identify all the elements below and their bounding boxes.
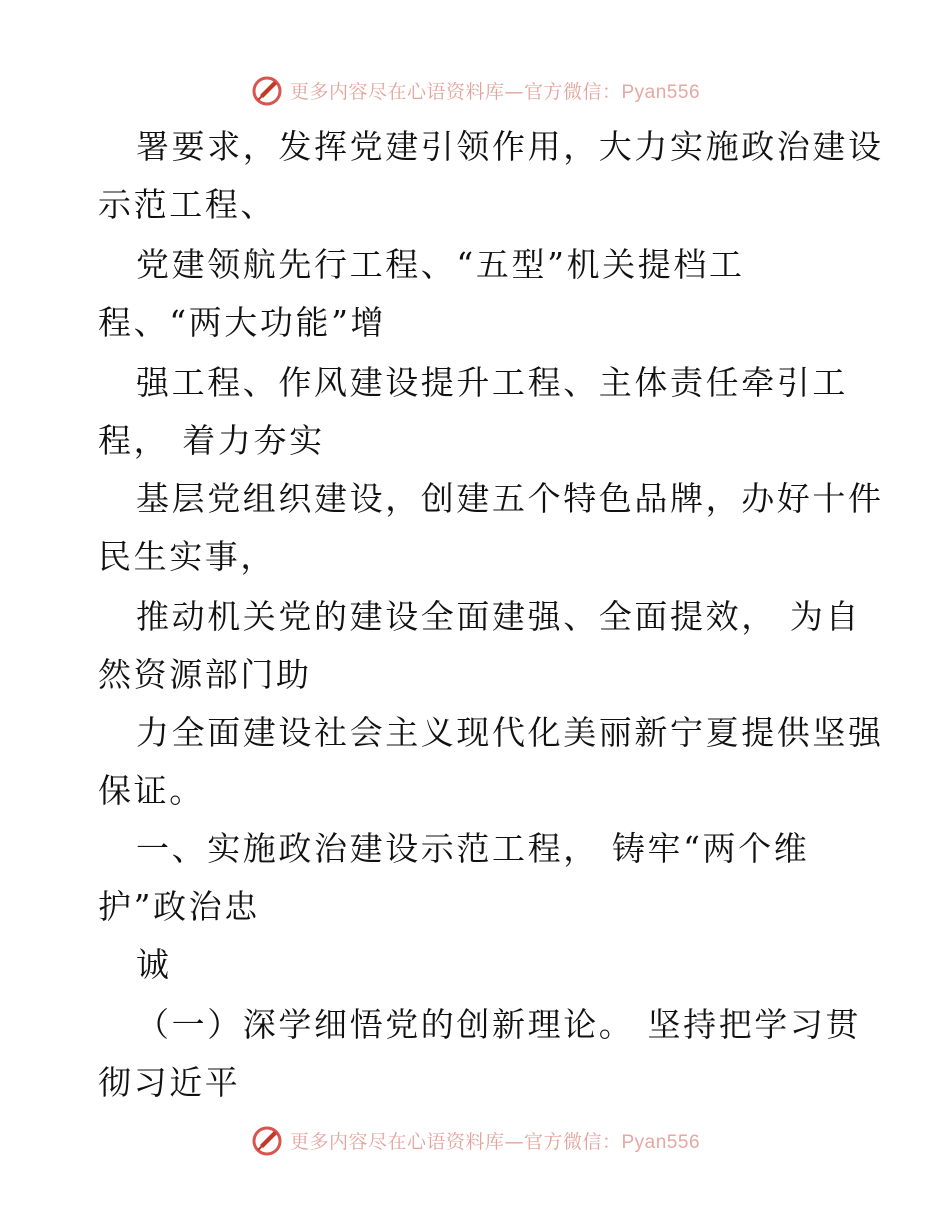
body-line-12: 保证。 <box>98 771 205 810</box>
watermark-suffix: 官方微信： <box>523 80 622 103</box>
body-line-3: 党建领航先行工程、“五型”机关提档工 <box>136 245 745 284</box>
body-line-7: 基层党组织建设，创建五个特色品牌，办好十件 <box>136 479 884 518</box>
quill-logo-icon <box>250 73 284 107</box>
section-heading-1-end: 诚 <box>136 945 172 984</box>
body-line-4: 程、“两大功能”增 <box>98 303 387 342</box>
quill-logo-icon <box>250 1123 284 1157</box>
subsection-heading-1-cont: 彻习近平 <box>98 1063 241 1102</box>
section-heading-1: 一、实施政治建设示范工程， 铸牢“两个维 <box>136 829 810 868</box>
body-line-11: 力全面建设社会主义现代化美丽新宁夏提供坚强 <box>136 713 884 752</box>
watermark-brand: 更多内容尽在心语资料库 <box>289 80 505 103</box>
header-watermark <box>0 70 950 110</box>
subsection-heading-1: （一）深学细悟党的创新理论。 坚持把学习贯 <box>136 1005 862 1044</box>
watermark-separator: — <box>504 80 524 103</box>
body-line-8: 民生实事， <box>98 537 276 576</box>
watermark-text <box>290 1127 700 1154</box>
body-line-10: 然资源部门助 <box>98 655 312 694</box>
watermark-wechat-id: Pyan556 <box>621 1131 701 1153</box>
watermark-separator: — <box>504 1130 524 1153</box>
body-line-2: 示范工程、 <box>98 185 276 224</box>
watermark-brand: 更多内容尽在心语资料库 <box>289 1130 505 1153</box>
watermark-suffix: 官方微信： <box>523 1130 622 1153</box>
body-line-9: 推动机关党的建设全面建强、全面提效， 为自 <box>136 597 862 636</box>
body-line-6: 程， 着力夯实 <box>98 421 325 460</box>
section-heading-1-cont: 护”政治忠 <box>98 887 260 926</box>
watermark-wechat-id: Pyan556 <box>621 81 701 103</box>
body-line-5: 强工程、作风建设提升工程、主体责任牵引工 <box>136 363 848 402</box>
watermark-text <box>290 77 700 104</box>
body-line-1: 署要求，发挥党建引领作用，大力实施政治建设 <box>136 127 884 166</box>
footer-watermark <box>0 1120 950 1160</box>
